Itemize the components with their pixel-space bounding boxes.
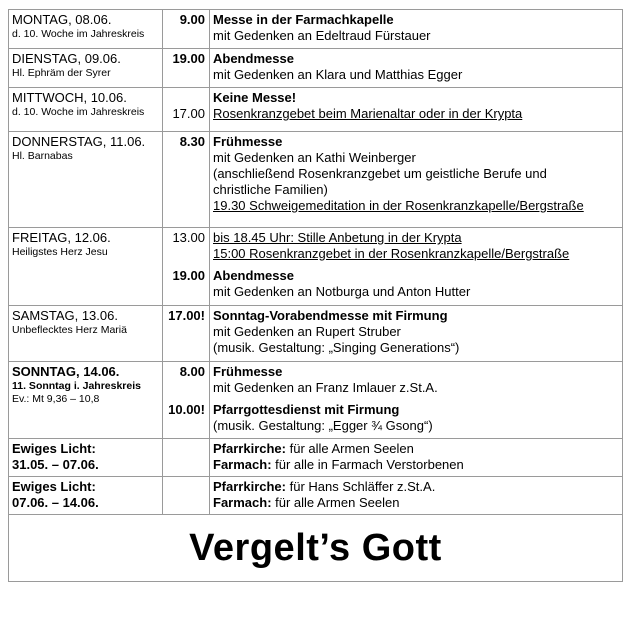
event-title: Abendmesse — [213, 268, 294, 283]
day-row-thursday — [9, 132, 623, 228]
eternal-light-row — [9, 477, 623, 515]
time-cell — [163, 306, 210, 362]
event-detail: mit Gedenken an Edeltraud Fürstauer — [213, 28, 431, 43]
event-cell — [210, 362, 623, 439]
time-cell — [163, 477, 210, 515]
time-cell — [163, 439, 210, 477]
day-label: SAMSTAG, 13.06. — [12, 308, 118, 323]
day-row-wednesday — [9, 88, 623, 132]
mass-time: 8.00 — [179, 364, 205, 379]
day-row-friday — [9, 228, 623, 306]
time-cell — [163, 362, 210, 439]
mass-time: 19.00 — [172, 51, 205, 66]
event-title: Sonntag-Vorabendmesse mit Firmung — [213, 308, 448, 323]
event-cell — [210, 228, 623, 306]
event-cell — [210, 306, 623, 362]
day-row-monday — [9, 10, 623, 49]
farmach-label: Farmach: — [213, 457, 272, 472]
event-detail: mit Gedenken an Notburga und Anton Hutter — [213, 284, 471, 299]
day-cell — [9, 49, 163, 88]
mass-time: 17.00! — [168, 308, 205, 323]
event-time: 13.00 — [172, 230, 205, 245]
day-subtitle: 11. Sonntag i. Jahreskreis — [12, 380, 141, 392]
day-subtitle: Unbeflecktes Herz Mariä — [12, 324, 127, 336]
day-cell — [9, 88, 163, 132]
event-title: Messe in der Farmachkapelle — [213, 12, 394, 27]
light-period-cell — [9, 439, 163, 477]
event-title: Abendmesse — [213, 51, 294, 66]
light-dates: 31.05. – 07.06. — [12, 457, 99, 472]
time-cell — [163, 49, 210, 88]
thanks-heading: Vergelt’s Gott — [189, 527, 442, 569]
mass-schedule — [8, 9, 622, 582]
event-detail: mit Gedenken an Franz Imlauer z.St.A. — [213, 380, 438, 395]
parish-church-label: Pfarrkirche: — [213, 479, 286, 494]
day-cell — [9, 132, 163, 228]
event-detail: Rosenkranzgebet beim Marienaltar oder in der Krypta — [213, 106, 523, 121]
farmach-label: Farmach: — [213, 495, 272, 510]
day-subtitle: Heiligstes Herz Jesu — [12, 246, 108, 258]
light-title: Ewiges Licht: — [12, 479, 96, 494]
event-detail: mit Gedenken an Rupert Struber — [213, 324, 401, 339]
time-cell — [163, 10, 210, 49]
schedule-table — [8, 9, 623, 582]
day-subtitle: d. 10. Woche im Jahreskreis — [12, 28, 145, 40]
event-cell — [210, 88, 623, 132]
parish-church-label: Pfarrkirche: — [213, 441, 286, 456]
light-intentions-cell — [210, 477, 623, 515]
intention-text: für Hans Schläffer z.St.A. — [285, 479, 436, 494]
event-detail: bis 18.45 Uhr: Stille Anbetung in der Krypta — [213, 230, 462, 245]
event-detail: 15:00 Rosenkranzgebet in der Rosenkranzkapelle/Bergstraße — [213, 246, 570, 261]
eternal-light-row — [9, 439, 623, 477]
light-intentions-cell — [210, 439, 623, 477]
event-cell — [210, 49, 623, 88]
event-detail: 19.30 Schweigemeditation in der Rosenkranzkapelle/Bergstraße — [213, 198, 584, 213]
day-cell — [9, 306, 163, 362]
day-row-saturday — [9, 306, 623, 362]
footer-cell — [9, 515, 623, 582]
time-cell — [163, 88, 210, 132]
intention-text: für alle Armen Seelen — [285, 441, 414, 456]
light-title: Ewiges Licht: — [12, 441, 96, 456]
day-label: MITTWOCH, 10.06. — [12, 90, 127, 105]
light-dates: 07.06. – 14.06. — [12, 495, 99, 510]
time-cell — [163, 132, 210, 228]
day-subtitle: Hl. Ephräm der Syrer — [12, 67, 111, 79]
day-row-tuesday — [9, 49, 623, 88]
event-time: 17.00 — [172, 106, 205, 121]
event-detail: (musik. Gestaltung: „Egger ¾ Gsong“) — [213, 418, 433, 433]
event-detail: (musik. Gestaltung: „Singing Generations“) — [213, 340, 460, 355]
day-subtitle: Hl. Barnabas — [12, 150, 73, 162]
event-title: Frühmesse — [213, 364, 283, 379]
day-cell — [9, 228, 163, 306]
intention-text: für alle Armen Seelen — [271, 495, 400, 510]
day-label: DIENSTAG, 09.06. — [12, 51, 121, 66]
day-cell — [9, 10, 163, 49]
day-subtitle: d. 10. Woche im Jahreskreis — [12, 106, 145, 118]
day-label: SONNTAG, 14.06. — [12, 364, 120, 379]
mass-time: 10.00! — [168, 402, 205, 417]
time-cell — [163, 228, 210, 306]
event-detail: mit Gedenken an Kathi Weinberger — [213, 150, 416, 165]
day-label: FREITAG, 12.06. — [12, 230, 111, 245]
mass-time: 19.00 — [172, 268, 205, 283]
light-period-cell — [9, 477, 163, 515]
event-detail: christliche Familien) — [213, 182, 328, 197]
mass-time: 8.30 — [179, 134, 205, 149]
event-title: Keine Messe! — [213, 90, 297, 105]
footer-row — [9, 515, 623, 582]
day-row-sunday — [9, 362, 623, 439]
event-detail: (anschließend Rosenkranzgebet um geistliche Berufe und — [213, 166, 547, 181]
event-title: Frühmesse — [213, 134, 283, 149]
mass-time: 9.00 — [179, 12, 205, 27]
day-cell — [9, 362, 163, 439]
event-cell — [210, 132, 623, 228]
gospel-reference: Ev.: Mt 9,36 – 10,8 — [12, 393, 100, 405]
event-cell — [210, 10, 623, 49]
intention-text: für alle in Farmach Verstorbenen — [271, 457, 464, 472]
day-label: MONTAG, 08.06. — [12, 12, 112, 27]
event-title: Pfarrgottesdienst mit Firmung — [213, 402, 400, 417]
event-detail: mit Gedenken an Klara und Matthias Egger — [213, 67, 463, 82]
day-label: DONNERSTAG, 11.06. — [12, 134, 146, 149]
